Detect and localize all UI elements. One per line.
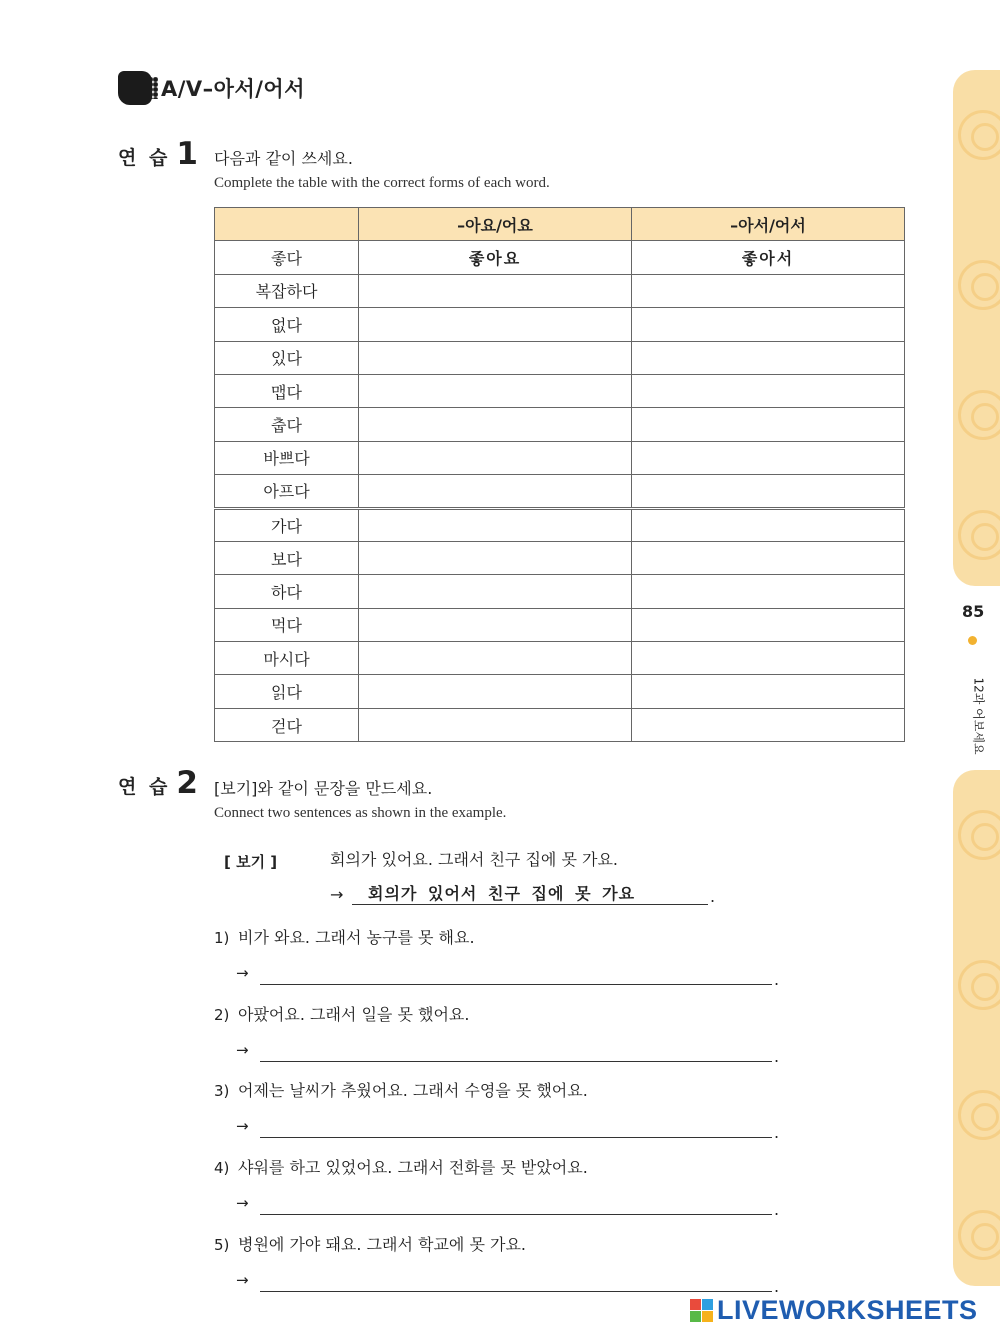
table-row	[215, 541, 905, 574]
section-title	[118, 70, 305, 106]
arrow-icon: →	[236, 1041, 249, 1059]
answer-row	[214, 956, 784, 989]
answer-input-line[interactable]	[260, 1214, 772, 1215]
table-row	[215, 575, 905, 608]
side-decoration-top	[953, 70, 1000, 586]
example-label: [ 보기 ]	[224, 853, 278, 871]
period: .	[774, 1277, 780, 1296]
word-cell: 걷다	[215, 708, 359, 741]
word-cell: 먹다	[215, 608, 359, 641]
arrow-icon: →	[236, 964, 249, 982]
page-dot-icon	[968, 636, 977, 645]
cloud-swirl-icon	[958, 510, 1000, 560]
period: .	[774, 1123, 780, 1142]
table-row	[215, 441, 905, 474]
word-cell: 없다	[215, 308, 359, 341]
ayo-answer-cell[interactable]	[359, 274, 632, 307]
table-row	[215, 408, 905, 441]
period: .	[774, 1047, 780, 1066]
ayo-answer-cell[interactable]: 좋아요	[359, 241, 632, 274]
question-text	[214, 1155, 784, 1178]
exercise-1-instructions	[214, 146, 550, 192]
question-item	[214, 1232, 784, 1296]
question-number: 5)	[214, 1236, 230, 1254]
question-number: 4)	[214, 1159, 230, 1177]
ayo-answer-cell[interactable]	[359, 374, 632, 407]
word-cell: 보다	[215, 541, 359, 574]
aseo-answer-cell[interactable]	[632, 642, 905, 675]
table-row	[215, 241, 905, 274]
table-header-row	[215, 208, 905, 241]
aseo-answer-cell[interactable]	[632, 675, 905, 708]
arrow-icon: →	[236, 1271, 249, 1289]
period: .	[710, 887, 716, 906]
question-sentence: 비가 와요. 그래서 농구를 못 해요.	[238, 928, 475, 947]
exercise-2-label: 연 습 2	[118, 765, 198, 801]
aseo-answer-cell[interactable]	[632, 374, 905, 407]
answer-row	[214, 1186, 784, 1219]
ayo-answer-cell[interactable]	[359, 708, 632, 741]
ayo-answer-cell[interactable]	[359, 408, 632, 441]
ayo-answer-cell[interactable]	[359, 642, 632, 675]
ayo-answer-cell[interactable]	[359, 608, 632, 641]
ayo-answer-cell[interactable]	[359, 541, 632, 574]
ayo-answer-cell[interactable]	[359, 675, 632, 708]
question-sentence: 병원에 가야 돼요. 그래서 학교에 못 가요.	[238, 1235, 526, 1254]
question-item	[214, 1155, 784, 1219]
answer-row	[214, 1109, 784, 1142]
ayo-answer-cell[interactable]	[359, 508, 632, 541]
period: .	[774, 970, 780, 989]
table-row	[215, 708, 905, 741]
answer-input-line[interactable]	[260, 1137, 772, 1138]
word-cell: 있다	[215, 341, 359, 374]
word-cell: 아프다	[215, 475, 359, 508]
period: .	[774, 1200, 780, 1219]
liveworksheets-logo-text: LIVEWORKSHEETS	[717, 1295, 978, 1325]
table-row	[215, 274, 905, 307]
question-text	[214, 1078, 784, 1101]
instruction-english: Complete the table with the correct forms of each word.	[214, 175, 550, 191]
example-sentence: 회의가 있어요. 그래서 친구 집에 못 가요.	[330, 850, 618, 869]
question-item	[214, 925, 784, 989]
cloud-swirl-icon	[958, 390, 1000, 440]
arrow-icon: →	[236, 1194, 249, 1212]
ayo-answer-cell[interactable]	[359, 475, 632, 508]
word-cell: 복잡하다	[215, 274, 359, 307]
cloud-swirl-icon	[958, 810, 1000, 860]
side-decoration-bottom	[953, 770, 1000, 1286]
cloud-swirl-icon	[958, 960, 1000, 1010]
question-text	[214, 1232, 784, 1255]
question-number: 1)	[214, 929, 230, 947]
word-cell: 하다	[215, 575, 359, 608]
question-text	[214, 925, 784, 948]
table-row	[215, 341, 905, 374]
answer-input-line[interactable]	[260, 1061, 772, 1062]
instruction-korean: 다음과 같이 쓰세요.	[214, 149, 353, 168]
question-text	[214, 1002, 784, 1025]
ayo-answer-cell[interactable]	[359, 341, 632, 374]
arrow-icon: →	[330, 885, 344, 904]
word-cell: 바쁘다	[215, 441, 359, 474]
table-row	[215, 508, 905, 541]
word-cell: 좋다	[215, 241, 359, 274]
word-cell: 맵다	[215, 374, 359, 407]
table-row	[215, 475, 905, 508]
aseo-answer-cell[interactable]: 좋아서	[632, 241, 905, 274]
answer-input-line[interactable]	[260, 984, 772, 985]
aseo-answer-cell[interactable]	[632, 308, 905, 341]
table-row	[215, 374, 905, 407]
exercise-1-label: 연 습 1	[118, 136, 198, 172]
cloud-swirl-icon	[958, 110, 1000, 160]
liveworksheets-logo[interactable]	[690, 1295, 978, 1326]
section-title-text: A/V–아서/어서	[161, 77, 305, 101]
ayo-answer-cell[interactable]	[359, 575, 632, 608]
aseo-answer-cell[interactable]	[632, 274, 905, 307]
aseo-answer-cell[interactable]	[632, 408, 905, 441]
page-number: 85	[962, 602, 985, 621]
brush-stroke-icon	[118, 71, 152, 105]
example-box	[224, 845, 724, 910]
question-number: 2)	[214, 1006, 230, 1024]
question-item	[214, 1078, 784, 1142]
header-word	[215, 208, 359, 241]
question-sentence: 아팠어요. 그래서 일을 못 했어요.	[238, 1005, 470, 1024]
aseo-answer-cell[interactable]	[632, 575, 905, 608]
question-sentence: 어제는 날씨가 추웠어요. 그래서 수영을 못 했어요.	[238, 1081, 588, 1100]
word-cell: 마시다	[215, 642, 359, 675]
aseo-answer-cell[interactable]	[632, 608, 905, 641]
table-row	[215, 608, 905, 641]
header-aseo: –아서/어서	[632, 208, 905, 241]
table-row	[215, 675, 905, 708]
aseo-answer-cell[interactable]	[632, 508, 905, 541]
header-ayo: –아요/어요	[359, 208, 632, 241]
cloud-swirl-icon	[958, 1210, 1000, 1260]
aseo-answer-cell[interactable]	[632, 341, 905, 374]
aseo-answer-cell[interactable]	[632, 475, 905, 508]
aseo-answer-cell[interactable]	[632, 708, 905, 741]
table-row	[215, 308, 905, 341]
word-cell: 춥다	[215, 408, 359, 441]
word-cell: 가다	[215, 508, 359, 541]
exercise-2-instructions	[214, 776, 506, 822]
example-answer: 회의가 있어서 친구 집에 못 가요	[352, 881, 708, 905]
lesson-label: 12과 어보세요	[971, 677, 986, 755]
answer-row	[214, 1033, 784, 1066]
cloud-swirl-icon	[958, 260, 1000, 310]
instruction-korean: [보기]와 같이 문장을 만드세요.	[214, 779, 433, 798]
table-row	[215, 642, 905, 675]
word-cell: 읽다	[215, 675, 359, 708]
liveworksheets-logo-icon	[690, 1299, 713, 1322]
question-number: 3)	[214, 1082, 230, 1100]
cloud-swirl-icon	[958, 1090, 1000, 1140]
conjugation-table	[214, 207, 905, 742]
ayo-answer-cell[interactable]	[359, 441, 632, 474]
aseo-answer-cell[interactable]	[632, 441, 905, 474]
arrow-icon: →	[236, 1117, 249, 1135]
answer-input-line[interactable]	[260, 1291, 772, 1292]
answer-row	[214, 1263, 784, 1296]
instruction-english: Connect two sentences as shown in the example.	[214, 805, 507, 821]
question-item	[214, 1002, 784, 1066]
ayo-answer-cell[interactable]	[359, 308, 632, 341]
aseo-answer-cell[interactable]	[632, 541, 905, 574]
question-sentence: 샤워를 하고 있었어요. 그래서 전화를 못 받았어요.	[238, 1158, 588, 1177]
